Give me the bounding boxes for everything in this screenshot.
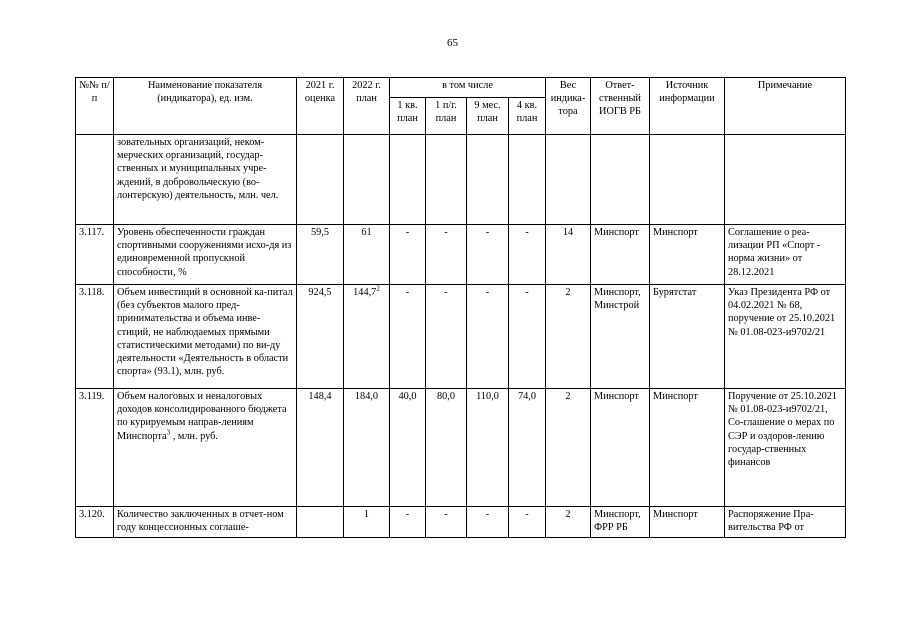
row-source: Минспорт bbox=[650, 225, 725, 285]
header-including: в том числе bbox=[390, 78, 546, 98]
row-2022: 184,0 bbox=[344, 389, 390, 507]
row-num: 3.118. bbox=[76, 285, 114, 389]
row-q1: - bbox=[390, 285, 426, 389]
header-responsible: Ответ-ственный ИОГВ РБ bbox=[591, 78, 650, 135]
row-name: Объем инвестиций в основной ка-питал (без субъектов малого пред-принимательства и объема инве-стиций, не наблюдаемых прямыми статистическими методами) по ви-ду деятельности «Деятельность в области спорта» (93.1), млн. руб. bbox=[114, 285, 297, 389]
header-2021: 2021 г. оценка bbox=[297, 78, 344, 135]
row-q4: 74,0 bbox=[509, 389, 546, 507]
row-2021: 59,5 bbox=[297, 225, 344, 285]
row-9m bbox=[467, 135, 509, 225]
row-q4: - bbox=[509, 285, 546, 389]
row-name-tail: , млн. руб. bbox=[170, 430, 218, 442]
table-row bbox=[76, 507, 846, 538]
row-weight: 2 bbox=[546, 285, 591, 389]
footnote-mark: 2 bbox=[376, 284, 380, 293]
row-h1 bbox=[426, 135, 467, 225]
page-number: 65 bbox=[447, 37, 458, 49]
table-row bbox=[76, 225, 846, 285]
row-2022 bbox=[344, 135, 390, 225]
row-source: Минспорт bbox=[650, 507, 725, 538]
row-responsible: Минспорт, ФРР РБ bbox=[591, 507, 650, 538]
row-q1: - bbox=[390, 225, 426, 285]
header-h1: 1 п/г. план bbox=[426, 98, 467, 135]
row-9m: - bbox=[467, 507, 509, 538]
row-2022-value: 144,7 bbox=[353, 287, 377, 298]
header-num: №№ п/п bbox=[76, 78, 114, 135]
row-responsible: Минспорт bbox=[591, 389, 650, 507]
row-q1: - bbox=[390, 507, 426, 538]
table-row bbox=[76, 135, 846, 225]
row-2021 bbox=[297, 135, 344, 225]
row-name: Количество заключенных в отчет-ном году концессионных соглаше- bbox=[114, 507, 297, 538]
row-h1: - bbox=[426, 507, 467, 538]
row-responsible bbox=[591, 135, 650, 225]
row-note: Распоряжение Пра-вительства РФ от bbox=[725, 507, 846, 538]
header-2022: 2022 г. план bbox=[344, 78, 390, 135]
row-source: Минспорт bbox=[650, 389, 725, 507]
row-source: Бурятстат bbox=[650, 285, 725, 389]
row-9m: - bbox=[467, 225, 509, 285]
row-responsible: Минспорт, Минстрой bbox=[591, 285, 650, 389]
row-weight: 2 bbox=[546, 507, 591, 538]
row-name: Уровень обеспеченности граждан спортивными сооружениями исхо-дя из единовременной пропускной способности, % bbox=[114, 225, 297, 285]
row-weight: 14 bbox=[546, 225, 591, 285]
row-q4: - bbox=[509, 507, 546, 538]
row-name: зовательных организаций, неком-мерческих организаций, государ-ственных и муниципальных учре-ждений, в добровольческую (во-лонтерскую) деятельность, млн. чел. bbox=[114, 135, 297, 225]
row-2021: 148,4 bbox=[297, 389, 344, 507]
row-h1: - bbox=[426, 285, 467, 389]
row-note: Соглашение о реа-лизации РП «Спорт - норма жизни» от 28.12.2021 bbox=[725, 225, 846, 285]
row-note bbox=[725, 135, 846, 225]
row-h1: 80,0 bbox=[426, 389, 467, 507]
row-9m: - bbox=[467, 285, 509, 389]
row-name bbox=[114, 389, 297, 507]
row-2021 bbox=[297, 507, 344, 538]
table-row bbox=[76, 285, 846, 389]
row-9m: 110,0 bbox=[467, 389, 509, 507]
row-2022 bbox=[344, 285, 390, 389]
row-q1: 40,0 bbox=[390, 389, 426, 507]
header-q1: 1 кв. план bbox=[390, 98, 426, 135]
header-row bbox=[76, 78, 846, 98]
table-row bbox=[76, 389, 846, 507]
row-q1 bbox=[390, 135, 426, 225]
header-weight: Вес индика-тора bbox=[546, 78, 591, 135]
footnote-mark: 3 bbox=[166, 428, 171, 437]
row-note: Поручение от 25.10.2021 № 01.08-023-и9702/21, Со-глашение о мерах по СЭР и оздоров-лению государ-ственных финансов bbox=[725, 389, 846, 507]
row-responsible: Минспорт bbox=[591, 225, 650, 285]
row-weight bbox=[546, 135, 591, 225]
header-name: Наименование показателя (индикатора), ед. изм. bbox=[114, 78, 297, 135]
indicator-table bbox=[75, 77, 846, 538]
row-num: 3.117. bbox=[76, 225, 114, 285]
row-note: Указ Президента РФ от 04.02.2021 № 68, поручение от 25.10.2021 № 01.08-023-и9702/21 bbox=[725, 285, 846, 389]
row-num bbox=[76, 135, 114, 225]
row-2021: 924,5 bbox=[297, 285, 344, 389]
row-2022: 61 bbox=[344, 225, 390, 285]
header-q4: 4 кв. план bbox=[509, 98, 546, 135]
row-q4 bbox=[509, 135, 546, 225]
row-num: 3.119. bbox=[76, 389, 114, 507]
row-2022: 1 bbox=[344, 507, 390, 538]
header-note: Примечание bbox=[725, 78, 846, 135]
header-9m: 9 мес. план bbox=[467, 98, 509, 135]
row-source bbox=[650, 135, 725, 225]
header-source: Источник информации bbox=[650, 78, 725, 135]
row-num: 3.120. bbox=[76, 507, 114, 538]
row-name-text: Объем налоговых и неналоговых доходов консолидированного бюджета по курируемым направ-лениям Минспорта bbox=[117, 391, 287, 442]
row-weight: 2 bbox=[546, 389, 591, 507]
row-q4: - bbox=[509, 225, 546, 285]
row-h1: - bbox=[426, 225, 467, 285]
